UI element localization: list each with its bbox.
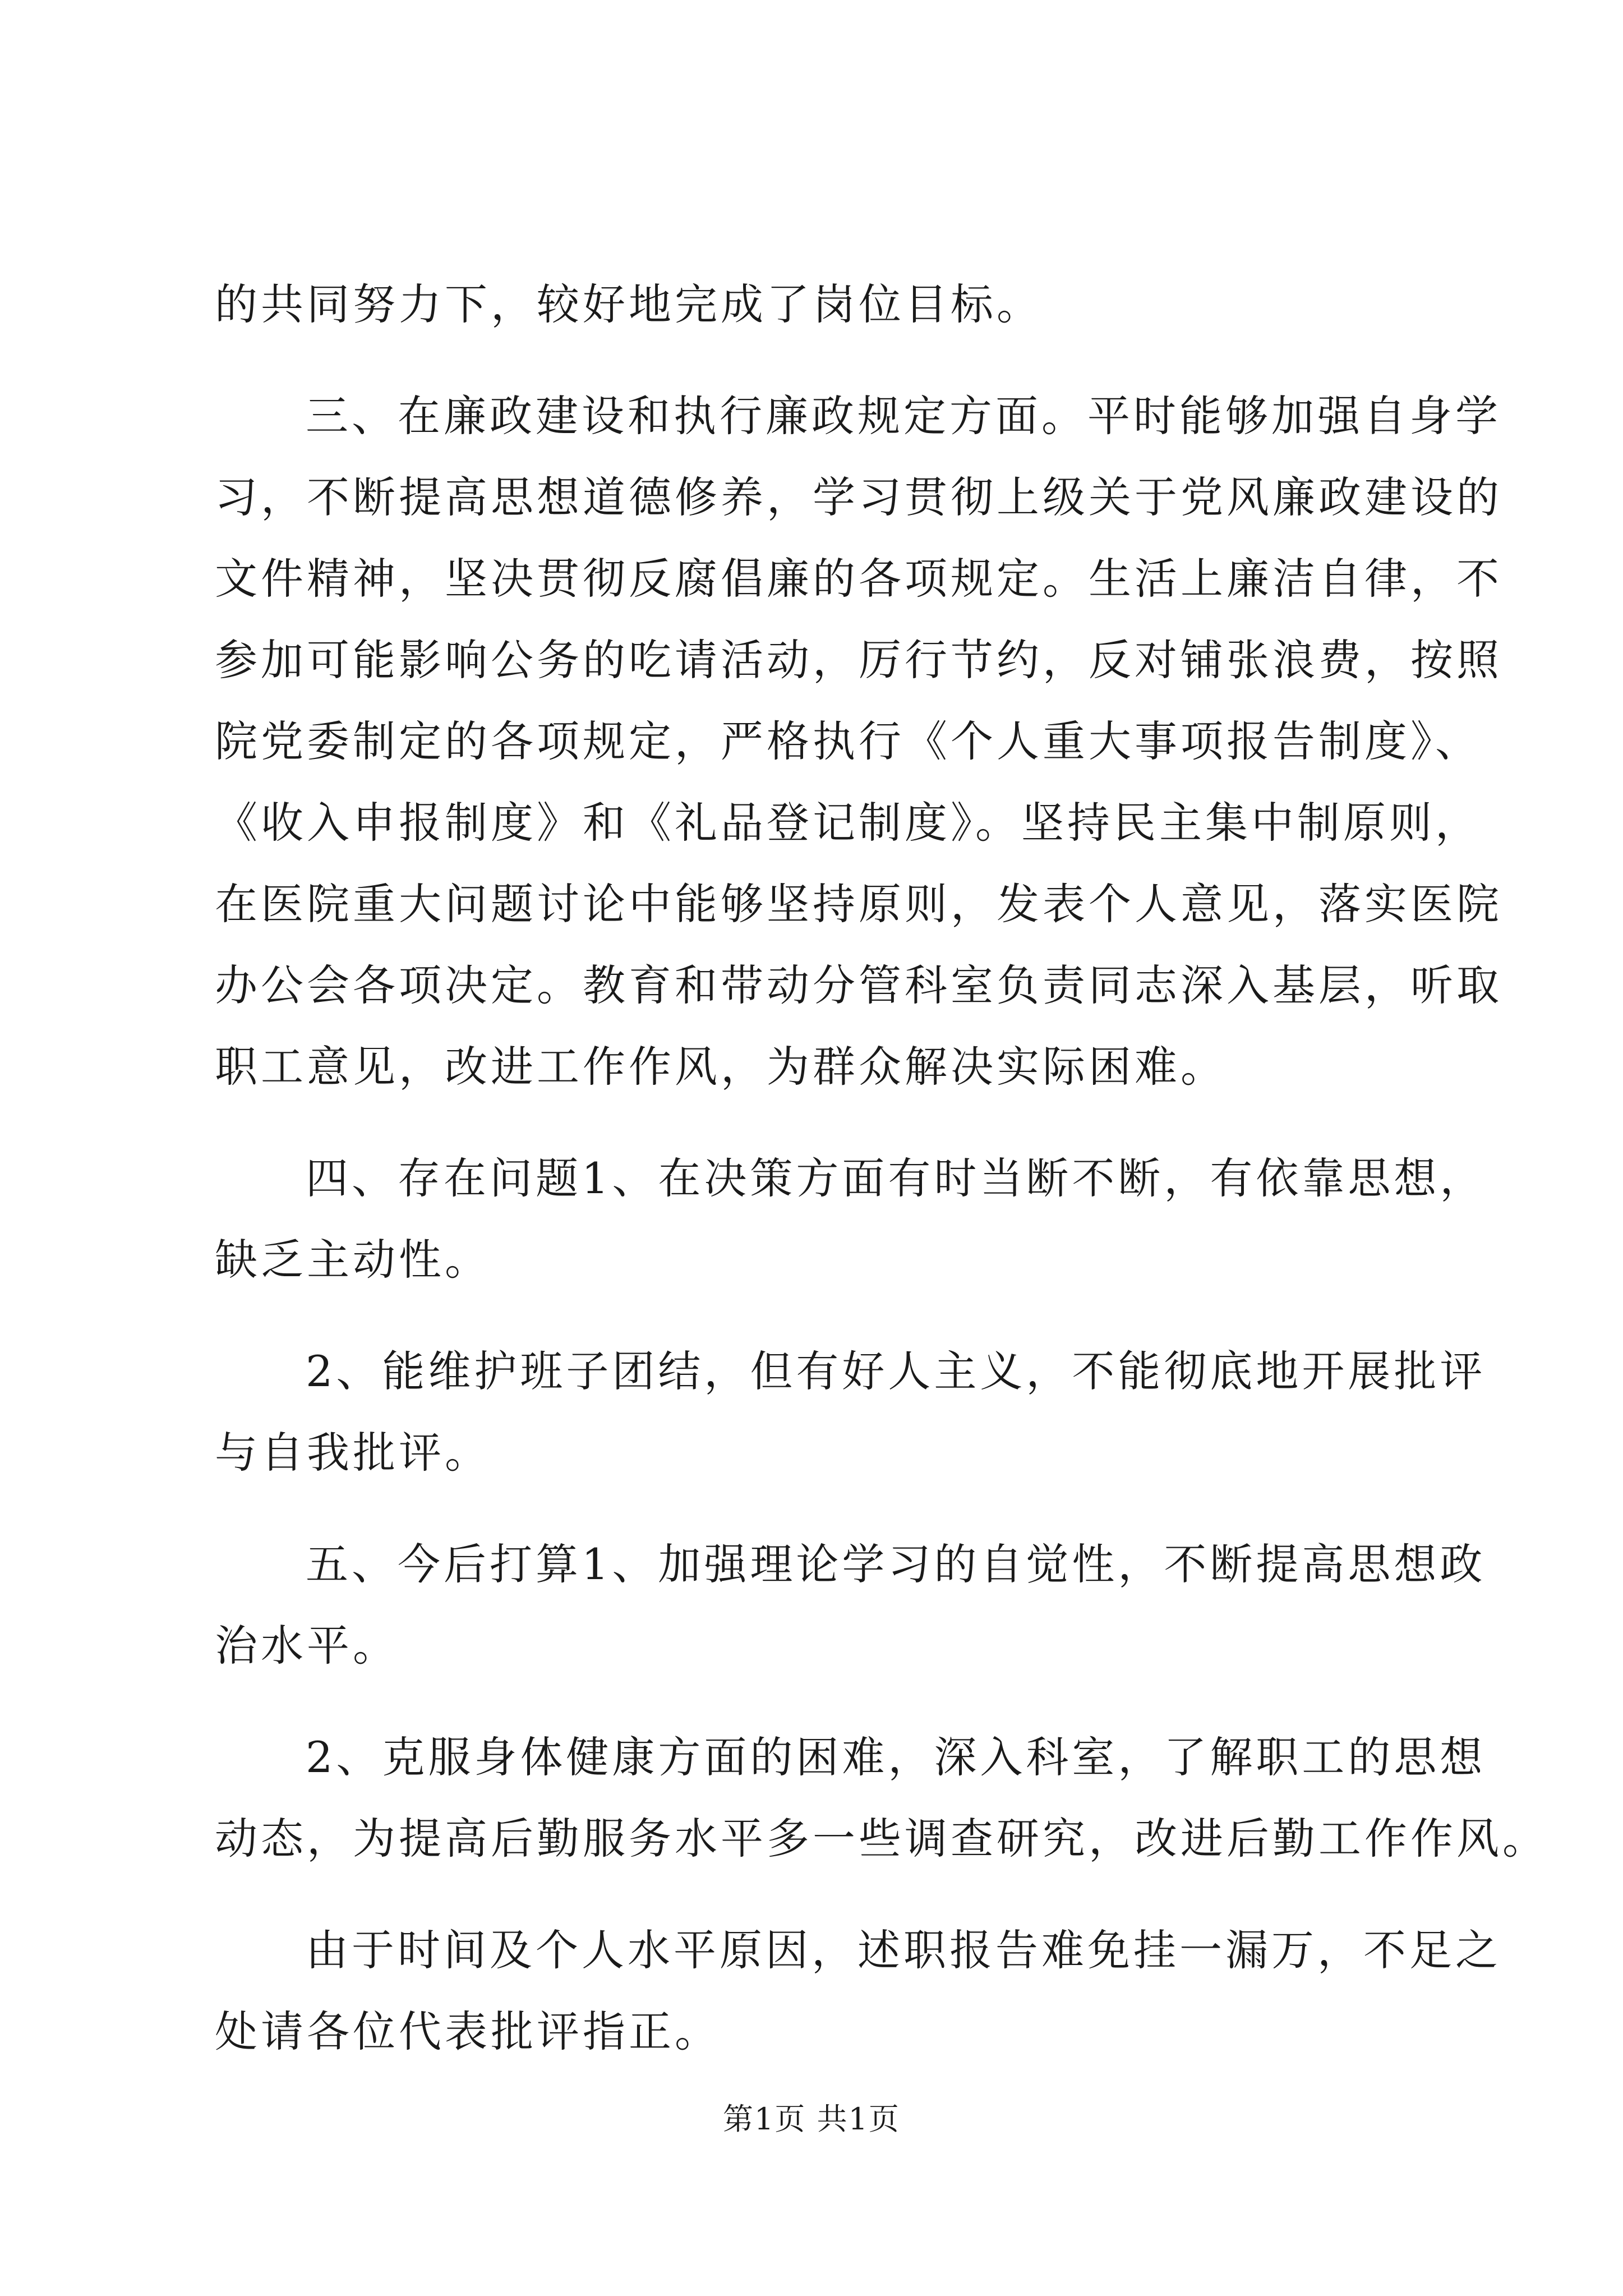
paragraph-first-line: 2、克服身体健康方面的困难，深入科室，了解职工的思想 <box>306 1732 1486 1782</box>
text-line: 院党委制定的各项规定，严格执行《个人重大事项报告制度》、 <box>215 716 1481 766</box>
text-line: 在医院重大问题讨论中能够坚持原则，发表个人意见，落实医院 <box>215 879 1502 929</box>
paragraph-first-line: 由于时间及个人水平原因，述职报告难免挂一漏万，不足之 <box>306 1925 1501 1975</box>
paragraph-first-line: 2、能维护班子团结，但有好人主义，不能彻底地开展批评 <box>306 1346 1486 1396</box>
text-line: 参加可能影响公务的吃请活动，厉行节约，反对铺张浪费，按照 <box>215 635 1502 685</box>
text-line: 缺乏主动性。 <box>215 1235 491 1285</box>
text-line: 的共同努力下，较好地完成了岗位目标。 <box>215 279 1043 329</box>
paragraph-first-line: 四、存在问题1、在决策方面有时当断不断，有依靠思想， <box>306 1153 1486 1203</box>
text-line: 《收入申报制度》和《礼品登记制度》。坚持民主集中制原则， <box>215 798 1481 848</box>
text-line: 职工意见，改进工作作风，为群众解决实际困难。 <box>215 1042 1227 1092</box>
text-line: 动态，为提高后勤服务水平多一些调查研究，改进后勤工作作风。 <box>215 1814 1548 1864</box>
text-line: 与自我批评。 <box>215 1428 491 1478</box>
text-line: 治水平。 <box>215 1621 399 1671</box>
text-line: 文件精神，坚决贯彻反腐倡廉的各项规定。生活上廉洁自律，不 <box>215 554 1502 604</box>
page-number-footer: 第1页 共1页 <box>723 2101 900 2137</box>
paragraph-first-line: 三、在廉政建设和执行廉政规定方面。平时能够加强自身学 <box>306 391 1501 441</box>
text-line: 处请各位代表批评指正。 <box>215 2007 721 2056</box>
text-line: 习，不断提高思想道德修养，学习贯彻上级关于党风廉政建设的 <box>215 472 1502 522</box>
document-body <box>215 264 1548 2072</box>
paragraph-first-line: 五、今后打算1、加强理论学习的自觉性，不断提高思想政 <box>306 1539 1486 1589</box>
text-line: 办公会各项决定。教育和带动分管科室负责同志深入基层，听取 <box>215 960 1502 1010</box>
